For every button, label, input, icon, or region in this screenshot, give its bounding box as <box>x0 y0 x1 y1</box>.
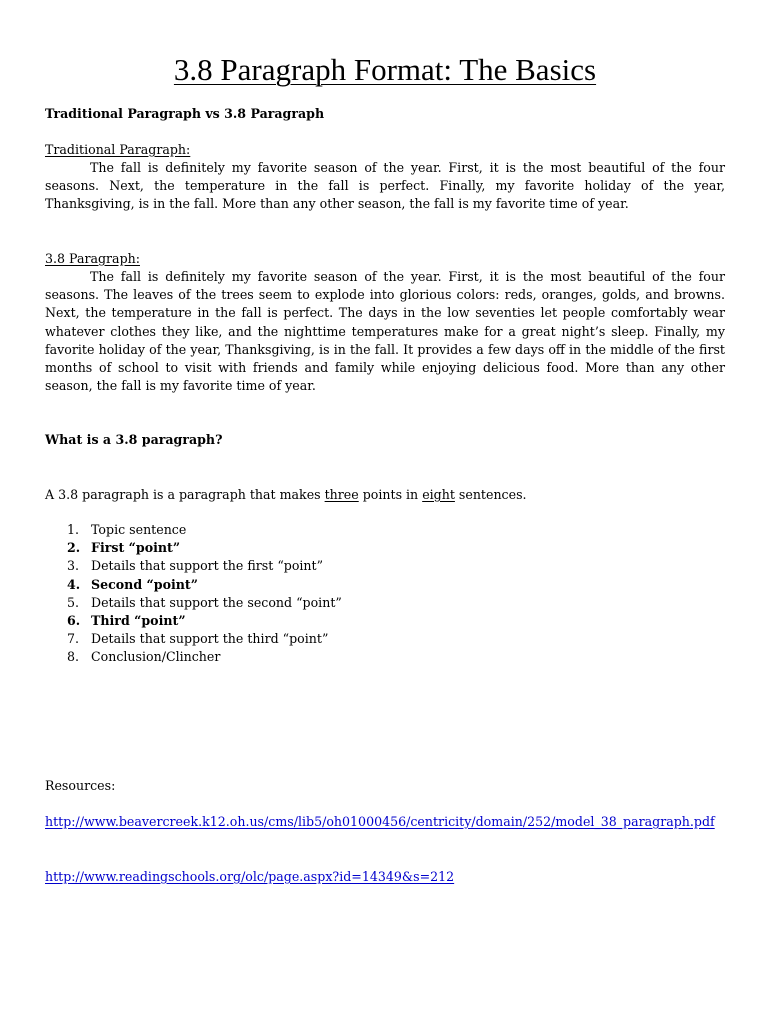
list-item-number: 6. <box>67 613 81 629</box>
three-eight-paragraph-label <box>45 250 725 268</box>
list-item-number: 3. <box>67 558 80 574</box>
resource-link-beavercreek[interactable]: http://www.beavercreek.k12.oh.us/cms/lib5/oh01000456/centricity/domain/252/model_38_paragraph.pdf <box>45 814 715 829</box>
page-title-text: 3.8 Paragraph Format: The Basics <box>173 52 597 87</box>
list-item <box>45 648 725 666</box>
definition-after: sentences. <box>454 487 527 502</box>
resource-link-2-container <box>45 868 725 886</box>
list-item-number: 1. <box>67 522 80 537</box>
document-page <box>45 0 725 1024</box>
list-item-text: Details that support the first “point” <box>91 558 324 574</box>
list-item <box>45 630 725 648</box>
list-item <box>45 521 725 539</box>
traditional-paragraph-label-text: Traditional Paragraph: <box>45 142 191 157</box>
points-list <box>45 521 725 667</box>
list-item <box>45 557 725 575</box>
definition-sentence <box>45 486 725 504</box>
page-title <box>45 52 725 88</box>
list-item <box>45 612 725 630</box>
three-eight-paragraph-label-text: 3.8 Paragraph: <box>45 251 140 266</box>
list-item-number: 8. <box>67 649 80 665</box>
resource-link-1-container <box>45 813 725 831</box>
definition-before: A 3.8 paragraph is a paragraph that makes <box>45 487 325 502</box>
definition-eight: eight <box>422 487 455 502</box>
list-item-text: Topic sentence <box>91 522 187 537</box>
list-item-number: 4. <box>67 576 81 592</box>
list-item-number: 5. <box>67 594 80 610</box>
list-item-text: Details that support the second “point” <box>91 594 342 610</box>
question-heading: What is a 3.8 paragraph? <box>45 432 223 447</box>
list-item-text: Third “point” <box>91 613 186 629</box>
list-item-text: Conclusion/Clincher <box>91 649 221 665</box>
list-item-text: Second “point” <box>91 576 198 592</box>
traditional-paragraph <box>45 159 725 214</box>
list-item-text: Details that support the third “point” <box>91 631 329 647</box>
list-item <box>45 539 725 557</box>
list-item-number: 7. <box>67 631 80 647</box>
resource-link-readingschools[interactable]: http://www.readingschools.org/olc/page.aspx?id=14349&s=212 <box>45 869 455 884</box>
list-item-number: 2. <box>67 540 81 556</box>
resources-label: Resources: <box>45 778 116 793</box>
traditional-paragraph-text: The fall is definitely my favorite season of the year. First, it is the most beautiful of the four seasons. Next, the temperature in the fall is perfect. Finally, my favorite holiday of the year, Thanksgiving, is in the fall. More than any other season, the fall is my favorite time of year. <box>45 160 725 212</box>
definition-middle: points in <box>358 487 423 502</box>
three-eight-paragraph-text: The fall is definitely my favorite season of the year. First, it is the most beautiful of the four seasons. The leaves of the trees seem to explode into glorious colors: reds, oranges, golds, and browns. Next, the temperature in the fall is perfect. The days in the low seventies let people comfortably wear whatever clothes they like, and the nighttime temperatures make for a great night’s sleep. Finally, my favorite holiday of the year, Thanksgiving, is in the fall. It provides a few days off in the middle of the first months of school to visit with friends and family while enjoying delicious food. More than any other season, the fall is my favorite time of year. <box>45 269 725 394</box>
list-item <box>45 576 725 594</box>
list-item <box>45 594 725 612</box>
list-item-text: First “point” <box>91 540 181 556</box>
traditional-paragraph-label <box>45 141 725 159</box>
comparison-heading: Traditional Paragraph vs 3.8 Paragraph <box>45 106 325 121</box>
definition-three: three <box>324 487 359 502</box>
three-eight-paragraph <box>45 268 725 395</box>
